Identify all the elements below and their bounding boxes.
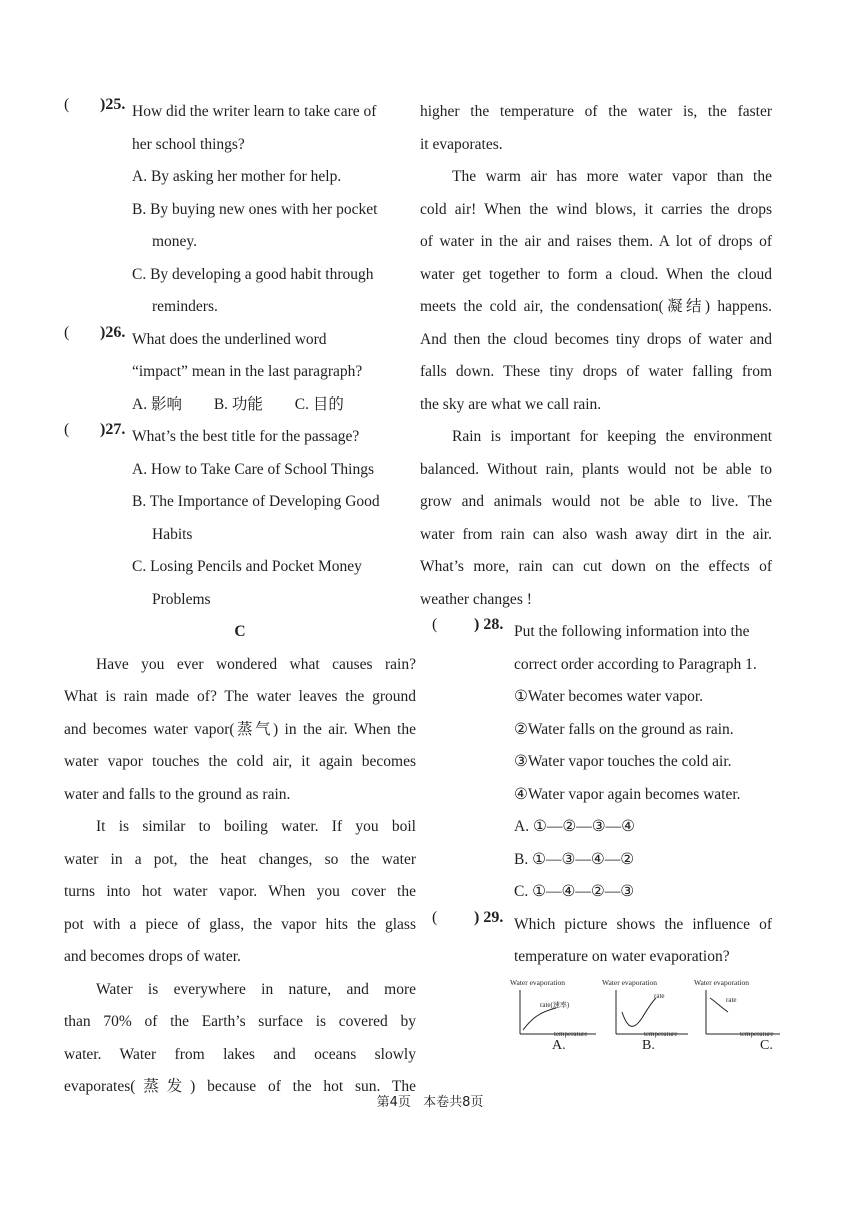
question-stem-line: What does the underlined word: [132, 330, 327, 348]
option-a: A. How to Take Care of School Things: [132, 460, 375, 478]
option-b: B. By buying new ones with her pocket: [132, 200, 378, 218]
option-c: C. Losing Pencils and Pocket Money: [132, 558, 362, 575]
passage-line: than 70% of the Earth’s surface is covered by: [64, 1013, 416, 1030]
option-c-continued: Problems: [152, 590, 211, 608]
option-a: A. ①—②—③—④: [514, 818, 636, 835]
chart-b[interactable]: [602, 977, 692, 1053]
passage-line: higher the temperature of the water is, the faster: [420, 103, 772, 120]
option-b: B. The Importance of Developing Good: [132, 493, 380, 510]
x-axis-label: temperature: [644, 1029, 678, 1038]
question-25: [64, 96, 416, 324]
option-row: [132, 389, 416, 422]
passage-line: weather changes !: [420, 590, 532, 608]
passage-line: water and falls to the ground as rain.: [64, 785, 291, 803]
option-a: A. By asking her mother for help.: [132, 168, 342, 185]
passage-line: cold air! When the wind blows, it carries the drops: [420, 200, 772, 218]
chart-letter: B.: [642, 1037, 655, 1053]
section-heading: C: [234, 623, 246, 640]
answer-blank[interactable]: (: [64, 96, 70, 113]
option-b-continued: money.: [152, 233, 198, 250]
passage-line: Have you ever wondered what causes rain?: [96, 655, 416, 673]
question-stem-line: What’s the best title for the passage?: [132, 428, 360, 445]
chart-title: Water evaporation: [694, 977, 749, 987]
question-26: [64, 324, 416, 422]
passage-paragraph-1: [64, 649, 416, 812]
passage-line: It is similar to boiling water. If you boil: [96, 818, 416, 835]
chart-c[interactable]: [694, 977, 784, 1053]
passage-line: grow and animals would not be able to live. The: [420, 493, 772, 510]
answer-blank[interactable]: (: [432, 908, 438, 926]
answer-blank[interactable]: (: [64, 323, 70, 341]
passage-line: evaporates(蒸发) because of the hot sun. The: [64, 1078, 416, 1095]
answer-blank[interactable]: (: [432, 616, 438, 633]
chart-title: Water evaporation: [510, 977, 565, 987]
page-footer: [0, 1091, 860, 1110]
question-stem-line: temperature on water evaporation?: [514, 948, 730, 965]
passage-line: water get together to form a cloud. When the cloud: [420, 265, 772, 283]
passage-line: The warm air has more water vapor than the: [452, 168, 772, 185]
passage-line: the sky are what we call rain.: [420, 395, 602, 413]
question-number: ) 29.: [474, 908, 504, 926]
rate-label: rate(速率): [540, 1000, 570, 1009]
question-stem-line: Which picture shows the influence of: [514, 915, 772, 933]
passage-line: turns into hot water vapor. When you cover the: [64, 883, 416, 900]
passage-line: pot with a piece of glass, the vapor hits the glass: [64, 915, 416, 933]
left-column: [64, 96, 416, 1104]
passage-paragraph-5: [420, 421, 772, 616]
passage-line: Water is everywhere in nature, and more: [96, 980, 416, 998]
passage-line: it evaporates.: [420, 135, 503, 153]
question-number: )26.: [100, 323, 126, 341]
passage-line: balanced. Without rain, plants would not be able to: [420, 460, 772, 478]
passage-line: water from rain can also wash away dirt in the air.: [420, 525, 772, 543]
option-c: C. 目的: [294, 395, 344, 413]
passage-line: water. Water from lakes and oceans slowly: [64, 1045, 416, 1063]
rate-curve: [523, 1008, 556, 1030]
option-c: C. By developing a good habit through: [132, 265, 374, 283]
page-total: 本卷共8页: [423, 1095, 484, 1110]
question-stem-line: her school things?: [132, 135, 245, 153]
chart-b-plot: [602, 978, 692, 1038]
option-c: C. ①—④—②—③: [514, 883, 635, 900]
passage-paragraph-3: [64, 974, 416, 1104]
passage-line: What is rain made of? The water leaves the ground: [64, 688, 416, 705]
statement-4: ④Water vapor again becomes water.: [514, 785, 741, 803]
option-b-continued: Habits: [152, 525, 193, 543]
question-number: )27.: [100, 421, 126, 438]
passage-line: meets the cold air, the condensation(凝结) happens.: [420, 298, 772, 315]
page-number: 第4页: [376, 1095, 411, 1110]
passage-line: falls down. These tiny drops of water falling from: [420, 363, 772, 380]
passage-paragraph-4: [420, 161, 772, 421]
question-28: [420, 616, 772, 909]
passage-line: What’s more, rain can cut down on the effects of: [420, 558, 772, 575]
statement-1: ①Water becomes water vapor.: [514, 688, 704, 705]
passage-line: water in a pot, the heat changes, so the water: [64, 850, 416, 868]
passage-line: of water in the air and raises them. A lot of drops of: [420, 233, 772, 250]
statement-3: ③Water vapor touches the cold air.: [514, 753, 732, 770]
passage-paragraph-3-continued: [420, 96, 772, 161]
passage-line: and becomes water vapor(蒸气) in the air. When the: [64, 720, 416, 738]
x-axis-label: temperature: [554, 1029, 588, 1038]
right-column: [420, 96, 772, 1058]
option-b: B. 功能: [213, 395, 263, 413]
question-stem-line: Put the following information into the: [514, 623, 750, 640]
statement-2: ②Water falls on the ground as rain.: [514, 720, 734, 738]
rate-label: rate: [726, 995, 737, 1004]
option-b: B. ①—③—④—②: [514, 850, 635, 868]
passage-line: and becomes drops of water.: [64, 948, 241, 965]
chart-letter: A.: [552, 1037, 566, 1053]
x-axis-label: temperature: [740, 1029, 774, 1038]
option-a: A. 影响: [132, 395, 182, 413]
option-c-continued: reminders.: [152, 298, 218, 315]
question-stem-line: “impact” mean in the last paragraph?: [132, 363, 363, 380]
question-27: [64, 421, 416, 616]
rate-label: rate: [654, 991, 665, 1000]
answer-blank[interactable]: (: [64, 421, 70, 438]
question-stem-line: How did the writer learn to take care of: [132, 103, 377, 120]
passage-paragraph-2: [64, 811, 416, 974]
question-stem-line: correct order according to Paragraph 1.: [514, 655, 757, 673]
chart-a[interactable]: [510, 977, 600, 1053]
question-number: )25.: [100, 96, 126, 113]
chart-title: Water evaporation: [602, 977, 657, 987]
question-29: [420, 909, 772, 1058]
question-number: ) 28.: [474, 616, 504, 633]
chart-c-plot: [694, 978, 784, 1038]
passage-line: Rain is important for keeping the environment: [452, 428, 772, 445]
chart-letter: C.: [760, 1037, 773, 1053]
passage-line: And then the cloud becomes tiny drops of water and: [420, 330, 772, 348]
rate-curve: [622, 998, 656, 1026]
passage-line: water vapor touches the cold air, it again becomes: [64, 753, 416, 770]
answer-charts: [510, 978, 772, 1058]
